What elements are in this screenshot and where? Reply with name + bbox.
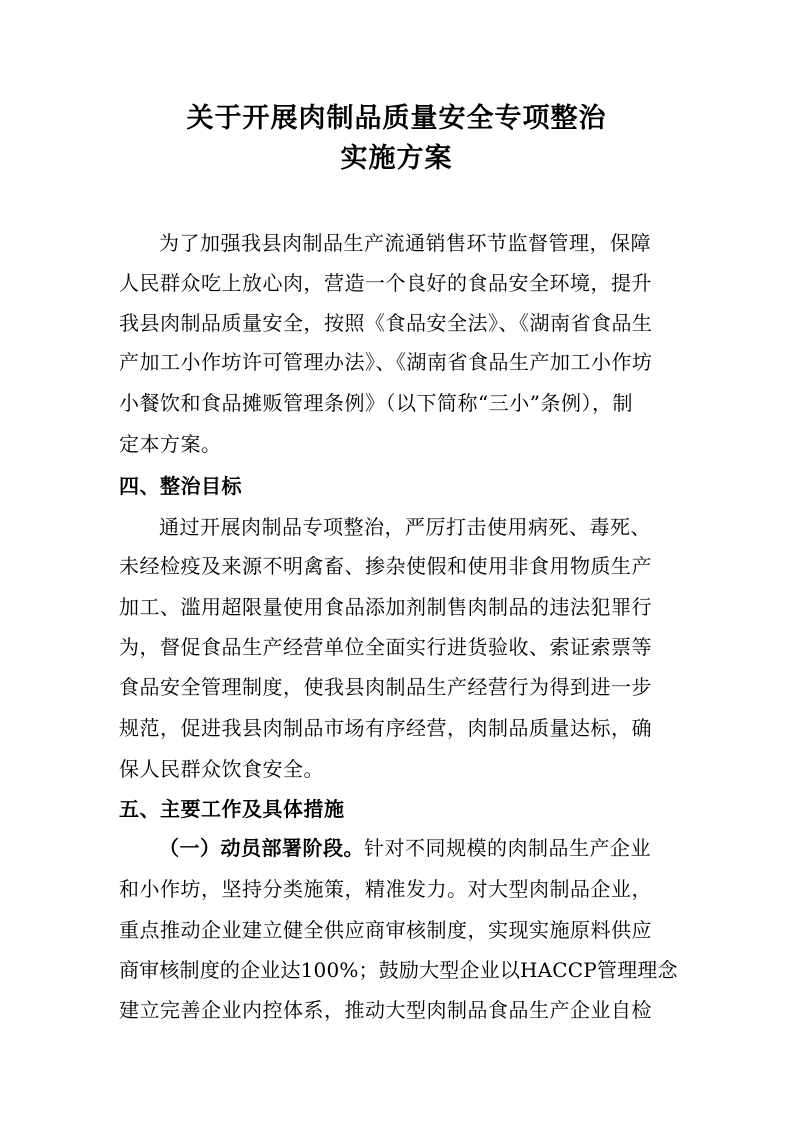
intro-line: 我县肉制品质量安全，按照《食品安全法》、《湖南省食品生 xyxy=(119,311,653,335)
section5-line: 商审核制度的企业达100%；鼓励大型企业以HACCP管理理念 xyxy=(119,958,678,982)
intro-line: 产加工小作坊许可管理办法》、《湖南省食品生产加工小作坊 xyxy=(119,350,653,374)
intro-line: 小餐饮和食品摊贩管理条例》（以下简称“三小”条例），制 xyxy=(119,391,633,415)
subsection-title: （一）动员部署阶段。 xyxy=(159,836,364,860)
section5-line: 建立完善企业内控体系，推动大型肉制品食品生产企业自检 xyxy=(119,998,652,1022)
section4-line: 通过开展肉制品专项整治，严厉打击使用病死、毒死、 xyxy=(159,515,651,539)
section4-line: 为，督促食品生产经营单位全面实行进货验收、索证索票等 xyxy=(119,635,652,659)
section-heading-4: 四、整治目标 xyxy=(119,474,242,498)
subsection-text: 针对不同规模的肉制品生产企业 xyxy=(364,836,651,860)
intro-line: 定本方案。 xyxy=(119,432,222,456)
section4-line: 食品安全管理制度，使我县肉制品生产经营行为得到进一步 xyxy=(119,675,652,699)
section4-line: 加工、滥用超限量使用食品添加剂制售肉制品的违法犯罪行 xyxy=(119,595,652,619)
section4-line: 保人民群众饮食安全。 xyxy=(119,757,324,781)
section4-line: 规范，促进我县肉制品市场有序经营，肉制品质量达标，确 xyxy=(119,716,652,740)
section4-line: 未经检疫及来源不明禽畜、掺杂使假和使用非食用物质生产 xyxy=(119,554,652,578)
intro-line: 为了加强我县肉制品生产流通销售环节监督管理，保障 xyxy=(159,231,651,255)
intro-line: 人民群众吃上放心肉，营造一个良好的食品安全环境，提升 xyxy=(119,271,652,295)
document-title-line2: 实施方案 xyxy=(340,143,453,174)
section5-line: 和小作坊，坚持分类施策，精准发力。对大型肉制品企业， xyxy=(119,877,652,901)
document-title-line1: 关于开展肉制品质量安全专项整治 xyxy=(186,103,607,134)
section5-subheading-line xyxy=(159,835,679,861)
section5-line: 重点推动企业建立健全供应商审核制度，实现实施原料供应 xyxy=(119,918,652,942)
section-heading-5: 五、主要工作及具体措施 xyxy=(119,797,345,821)
